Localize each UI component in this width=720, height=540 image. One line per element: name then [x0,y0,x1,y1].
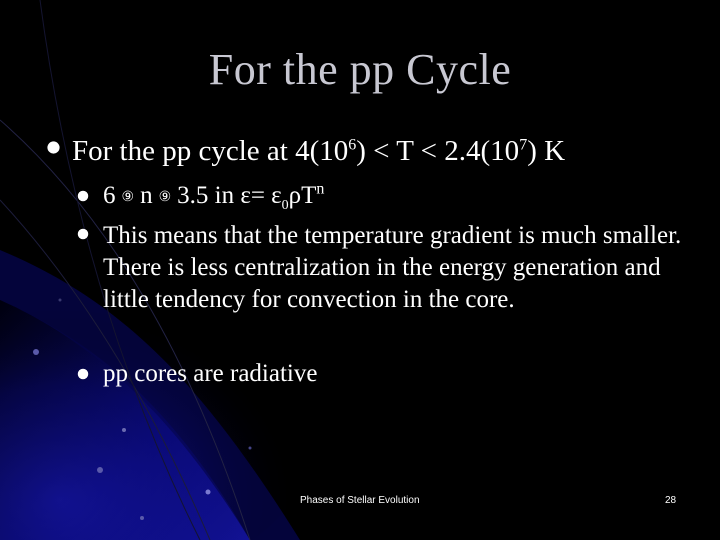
approx-symbol-icon: ⑨ [158,190,172,205]
radiative-text: pp cores are radiative [103,360,318,387]
relation-part4: ρT [288,182,317,209]
relation-part1: 6 [103,182,116,209]
main-bullet-middle: ) < T < 2.4(10 [356,135,520,167]
gradient-text: This means that the temperature gradient is much smaller. There is less centralization in the energy generation and little tendency for convection in the core. [103,222,682,313]
footer-title: Phases of Stellar Evolution [300,495,420,506]
sub-bullet-radiative [103,360,317,388]
relation-part2: n [140,182,153,209]
bullet-icon [46,140,61,155]
relation-part3: 3.5 in ε= ε [177,182,282,209]
main-bullet-suffix: ) K [527,135,566,167]
sub-bullet-energy-relation [103,180,325,213]
relation-superscript: n [316,180,325,198]
approx-symbol-icon: ⑨ [121,190,135,205]
bullet-icon [76,227,90,241]
bullet-icon [76,189,90,203]
main-bullet [72,135,565,168]
exponent-1: 6 [348,136,357,154]
exponent-2: 7 [519,136,528,154]
main-bullet-prefix: For the pp cycle at 4(10 [72,135,349,167]
bullet-icon [76,367,90,381]
page-number: 28 [665,495,677,506]
slide-title: For the pp Cycle [208,45,512,94]
relation-subscript: 0 [281,198,289,213]
sub-bullet-gradient [103,220,693,316]
